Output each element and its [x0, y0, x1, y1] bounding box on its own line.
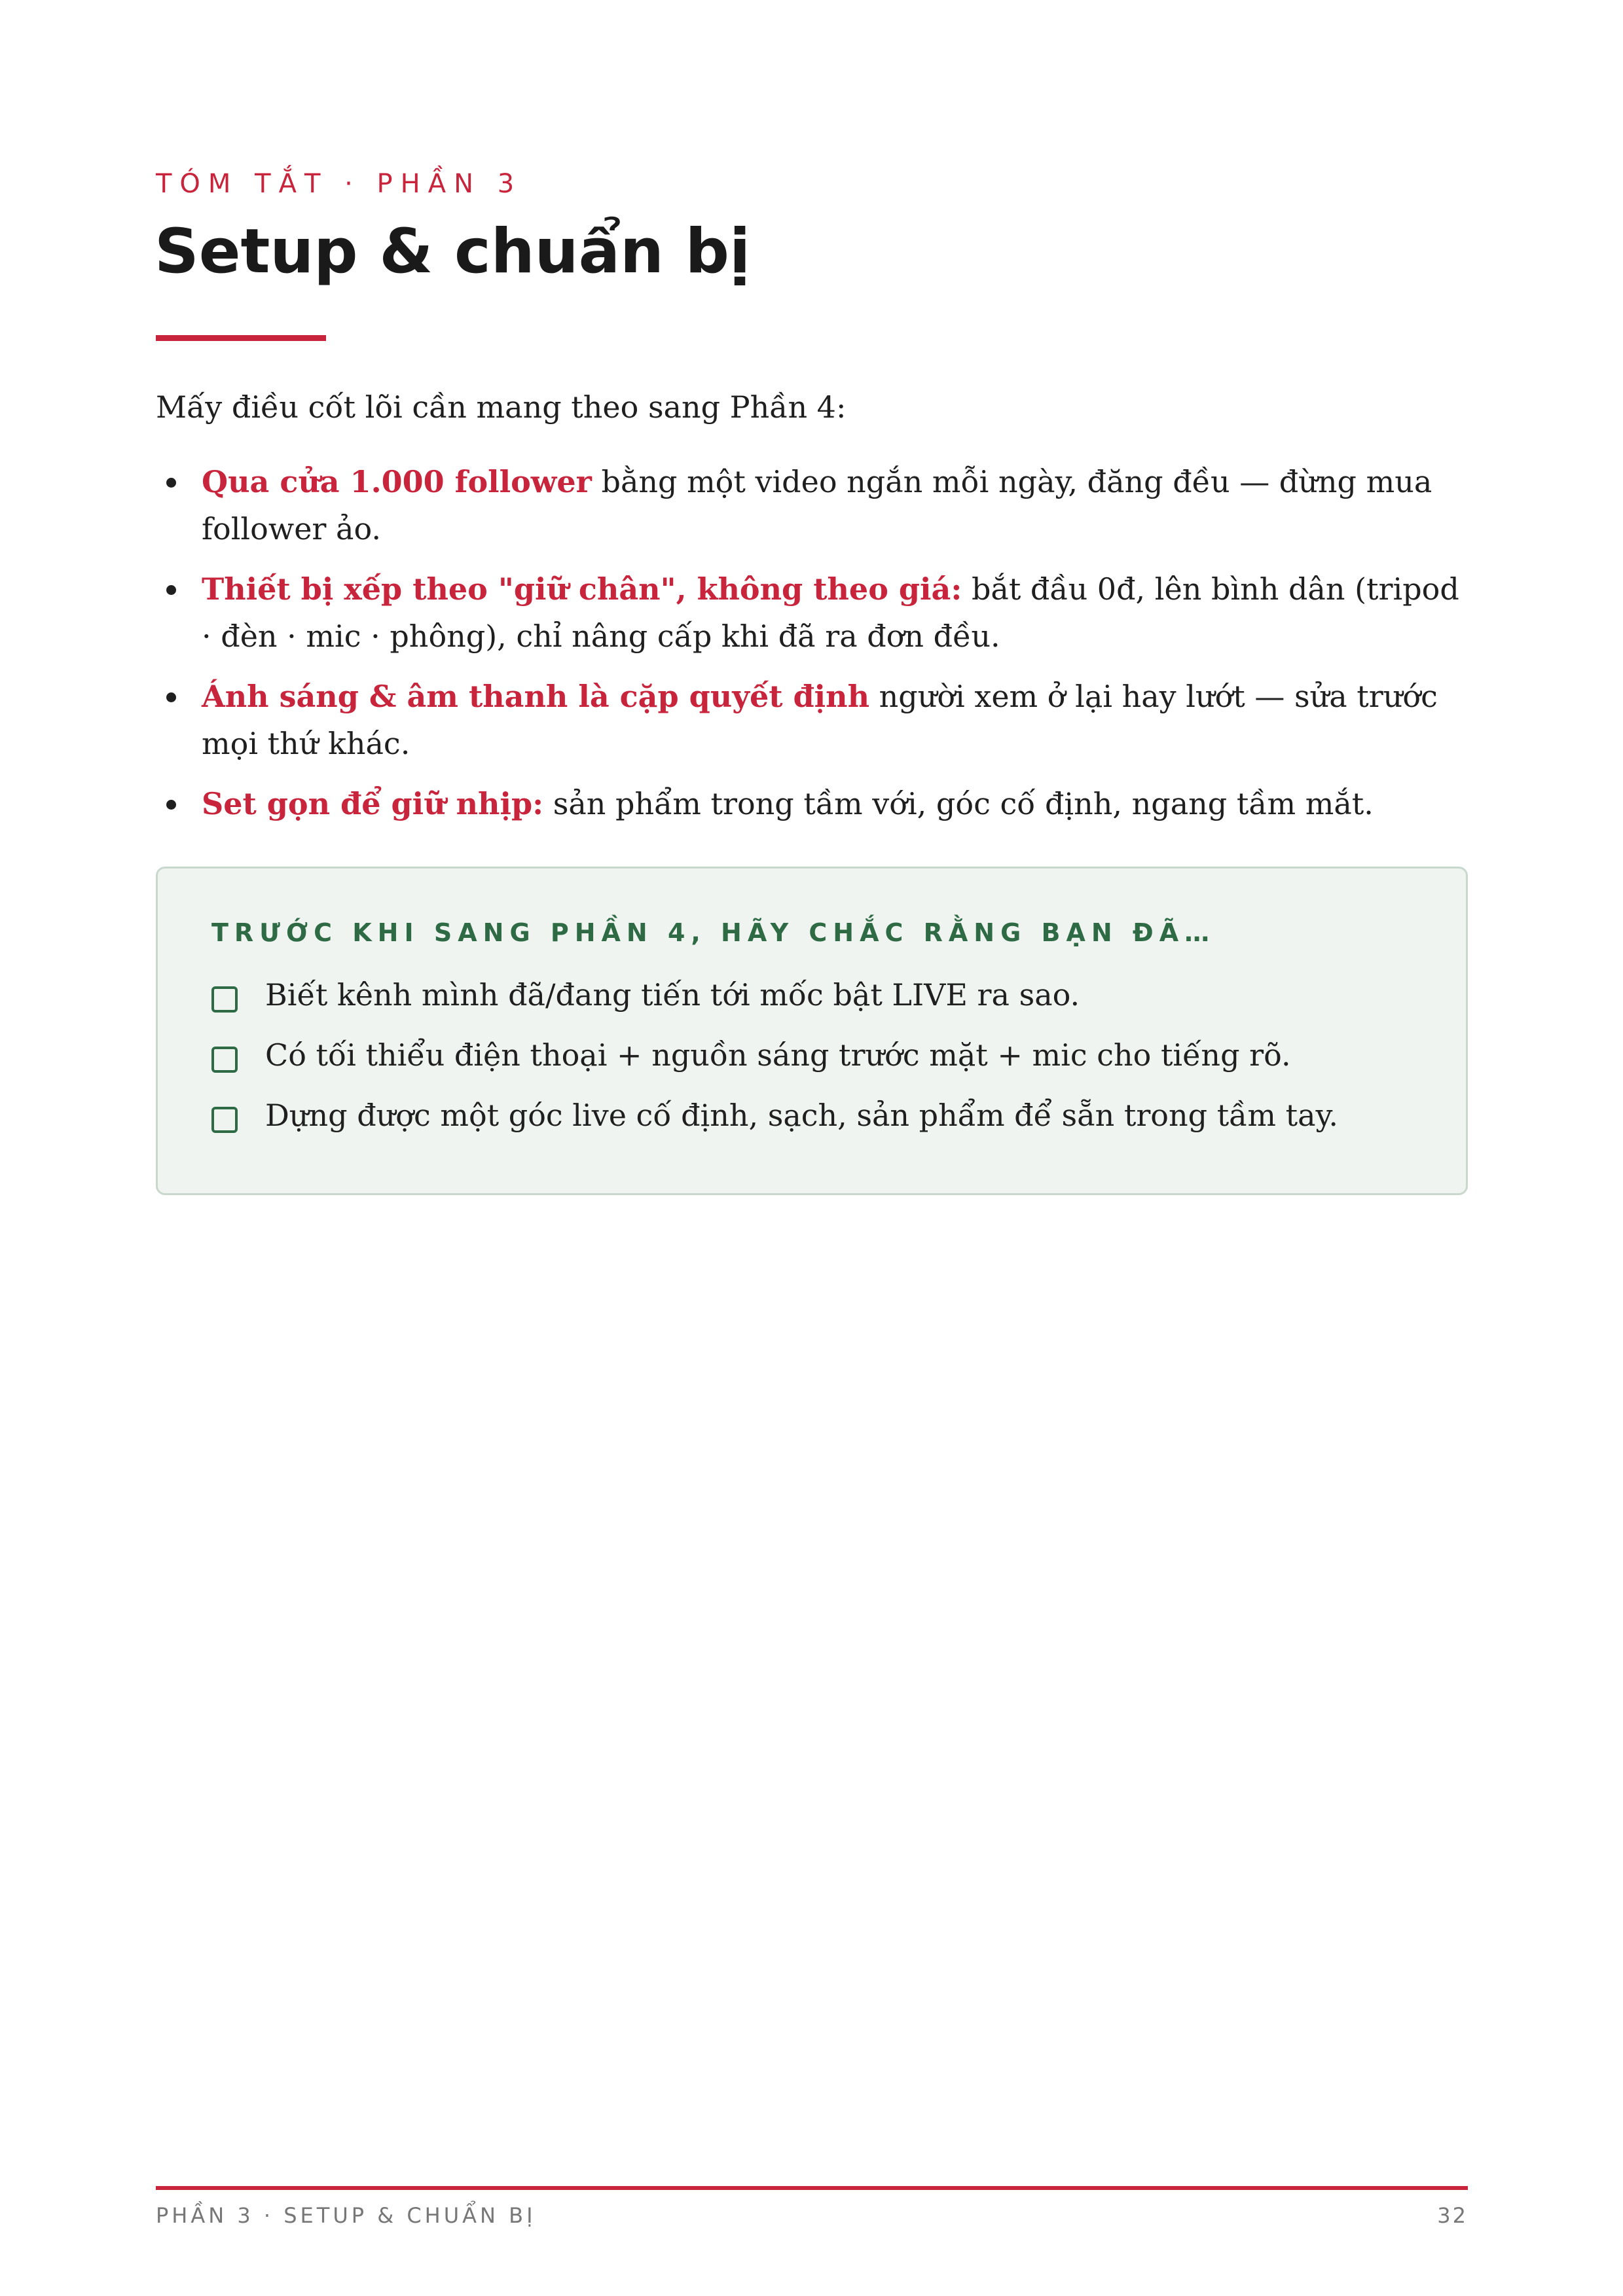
- summary-item-lead: Ánh sáng & âm thanh là cặp quyết định: [202, 679, 870, 714]
- checklist-item-label: Biết kênh mình đã/đang tiến tới mốc bật LIVE ra sao.: [265, 977, 1080, 1013]
- section-kicker: TÓM TẮT · PHẦN 3: [156, 169, 522, 199]
- summary-item-text: người xem ở lại hay lướt — sửa trước mọi thứ khác.: [202, 679, 1438, 761]
- title-underline: [156, 335, 326, 341]
- checkbox[interactable]: [211, 986, 238, 1013]
- checklist-panel: [156, 867, 1468, 1195]
- summary-list: [156, 458, 1478, 840]
- footer-divider: [156, 2186, 1468, 2190]
- bullet-dot-icon: [166, 800, 176, 810]
- checklist-item-label: Có tối thiểu điện thoại + nguồn sáng trước mặt + mic cho tiếng rõ.: [265, 1037, 1291, 1073]
- summary-item-text: sản phẩm trong tầm với, góc cố định, ngang tầm mắt.: [543, 786, 1374, 821]
- page-number: 32: [1437, 2203, 1468, 2228]
- checklist-heading: TRƯỚC KHI SANG PHẦN 4, HÃY CHẮC RẰNG BẠN ĐÃ…: [211, 918, 1216, 947]
- summary-item-text: bằng một video ngắn mỗi ngày, đăng đều — đừng mua follower ảo.: [202, 464, 1432, 547]
- summary-item-equipment: [156, 565, 1478, 660]
- checkbox[interactable]: [211, 1047, 238, 1073]
- summary-item-light-sound: [156, 673, 1478, 767]
- summary-item-lead: Qua cửa 1.000 follower: [202, 464, 592, 499]
- summary-item-lead: Set gọn để giữ nhịp:: [202, 786, 544, 821]
- summary-item-setup: [156, 780, 1478, 827]
- footer-section-label: PHẦN 3 · SETUP & CHUẨN BỊ: [156, 2203, 536, 2228]
- summary-item-lead: Thiết bị xếp theo "giữ chân", không theo giá:: [202, 571, 962, 607]
- bullet-dot-icon: [166, 692, 176, 702]
- bullet-dot-icon: [166, 585, 176, 595]
- intro-paragraph: Mấy điều cốt lõi cần mang theo sang Phần 4:: [156, 389, 847, 425]
- summary-item-followers: [156, 458, 1478, 552]
- checklist-item: [211, 1092, 1442, 1138]
- summary-item-text: bắt đầu 0đ, lên bình dân (tripod · đèn · mic · phông), chỉ nâng cấp khi đã ra đơn đều.: [202, 571, 1459, 654]
- page-title: Setup & chuẩn bị: [155, 216, 751, 287]
- checklist-item-label: Dựng được một góc live cố định, sạch, sản phẩm để sẵn trong tầm tay.: [265, 1098, 1339, 1133]
- checkbox[interactable]: [211, 1107, 238, 1133]
- checklist-item: [211, 972, 1442, 1018]
- bullet-dot-icon: [166, 478, 176, 488]
- checklist-item: [211, 1032, 1442, 1078]
